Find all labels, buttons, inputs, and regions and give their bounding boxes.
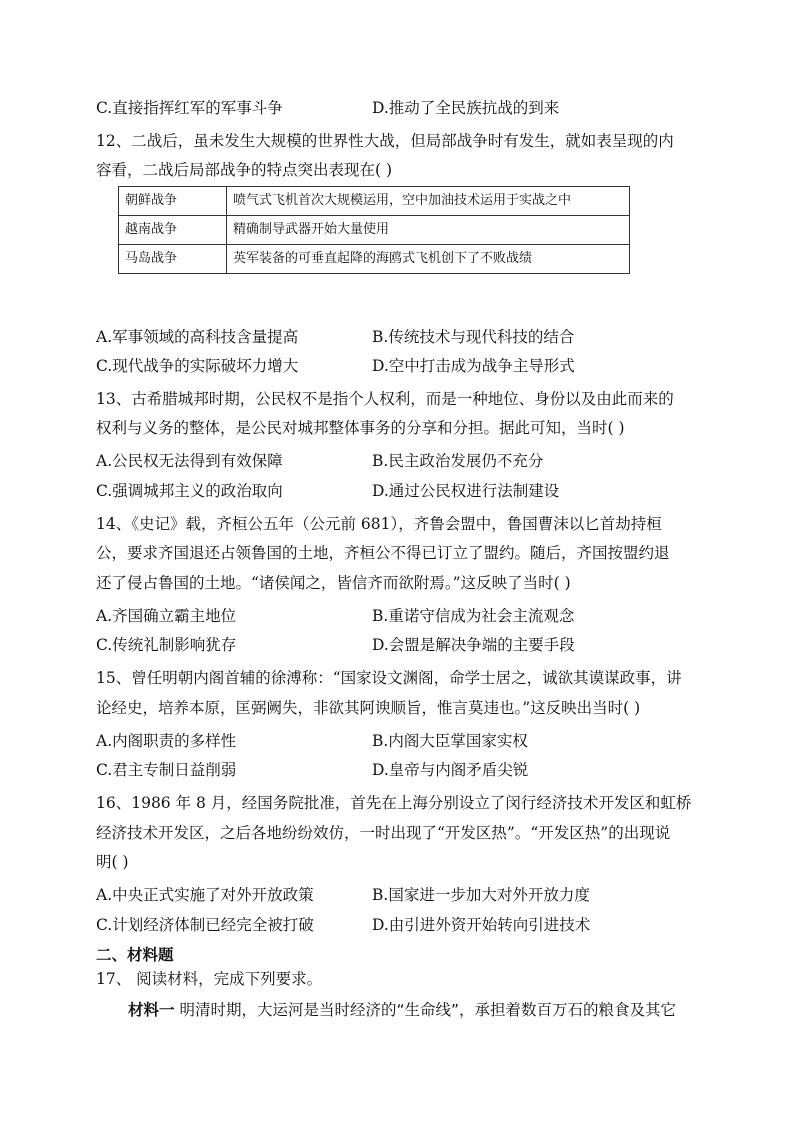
q13-option-d[interactable]: D.通过公民权进行法制建设 <box>372 482 560 500</box>
q11-option-d[interactable]: D.推动了全民族抗战的到来 <box>372 99 560 117</box>
q14-option-c[interactable]: C.传统礼制影响犹存 <box>96 636 237 654</box>
q16-option-c[interactable]: C.计划经济体制已经完全被打破 <box>96 916 314 934</box>
q14-option-b[interactable]: B.重诺守信成为社会主流观念 <box>372 607 575 625</box>
q14-option-a[interactable]: A.齐国确立霸主地位 <box>96 607 237 625</box>
q14-stem-line2: 公，要求齐国退还占领鲁国的土地，齐桓公不得已订立了盟约。随后，齐国按盟约退 <box>96 544 670 562</box>
q12-option-c[interactable]: C.现代战争的实际破坏力增大 <box>96 357 299 375</box>
q15-option-b[interactable]: B.内阁大臣掌国家实权 <box>372 732 528 750</box>
q13-stem-line1: 13、古希腊城邦时期，公民权不是指个人权利，而是一种地位、身份以及由此而来的 <box>96 390 674 408</box>
material-label: 材料一 <box>128 1001 175 1019</box>
war-name: 越南战争 <box>119 216 227 245</box>
q16-option-d[interactable]: D.由引进外资开始转向引进技术 <box>372 916 591 934</box>
section-title: 二、材料题 <box>96 945 174 964</box>
q12-option-b[interactable]: B.传统技术与现代科技的结合 <box>372 328 575 346</box>
q12-option-d[interactable]: D.空中打击成为战争主导形式 <box>372 357 575 375</box>
q16-stem-line1: 16、1986 年 8 月，经国务院批准，首先在上海分别设立了闵行经济技术开发区和虹桥 <box>96 794 692 812</box>
material-text: 明清时期，大运河是当时经济的“生命线”，承担着数百万石的粮食及其它 <box>174 1001 677 1019</box>
q13-option-c[interactable]: C.强调城邦主义的政治取向 <box>96 482 283 500</box>
q11-option-c[interactable]: C.直接指挥红军的军事斗争 <box>96 99 283 117</box>
q12-war-table <box>118 186 630 274</box>
q15-stem-line2: 论经史，培养本原，匡弼阙失，非欲其阿谀顺旨，惟言莫违也。”这反映出当时( ) <box>96 699 641 717</box>
war-name: 朝鲜战争 <box>119 187 227 216</box>
q16-option-a[interactable]: A.中央正式实施了对外开放政策 <box>96 886 314 904</box>
q13-option-b[interactable]: B.民主政治发展仍不充分 <box>372 452 544 470</box>
q12-option-a[interactable]: A.军事领域的高科技含量提高 <box>96 328 299 346</box>
material-one <box>128 1000 676 1020</box>
q15-stem-line1: 15、曾任明朝内阁首辅的徐溥称：“国家设文渊阁，命学士居之，诚欲其谟谋政事，讲 <box>96 669 682 687</box>
war-desc: 喷气式飞机首次大规模运用，空中加油技术运用于实战之中 <box>227 187 630 216</box>
q14-stem-line3: 还了侵占鲁国的土地。“诸侯闻之，皆信齐而欲附焉。”这反映了当时( ) <box>96 574 571 592</box>
table-row <box>119 187 630 216</box>
q13-stem-line2: 权利与义务的整体，是公民对城邦整体事务的分享和分担。据此可知，当时( ) <box>96 419 625 437</box>
q14-option-d[interactable]: D.会盟是解决争端的主要手段 <box>372 636 575 654</box>
war-desc: 精确制导武器开始大量使用 <box>227 216 630 245</box>
war-name: 马岛战争 <box>119 245 227 274</box>
q12-stem-line1: 12、二战后，虽未发生大规模的世界性大战，但局部战争时有发生，就如表呈现的内 <box>96 132 674 150</box>
q15-option-c[interactable]: C.君主专制日益削弱 <box>96 761 237 779</box>
table-row <box>119 245 630 274</box>
war-desc: 英军装备的可垂直起降的海鸥式飞机创下了不败战绩 <box>227 245 630 274</box>
q14-stem-line1: 14、《史记》载，齐桓公五年（公元前 681），齐鲁会盟中，鲁国曹沫以匕首劫持桓 <box>96 515 662 533</box>
q15-option-d[interactable]: D.皇帝与内阁矛盾尖锐 <box>372 761 529 779</box>
q16-stem-line2: 经济技术开发区，之后各地纷纷效仿，一时出现了“开发区热”。“开发区热”的出现说 <box>96 824 671 842</box>
q13-option-a[interactable]: A.公民权无法得到有效保障 <box>96 452 283 470</box>
table-row <box>119 216 630 245</box>
q16-option-b[interactable]: B.国家进一步加大对外开放力度 <box>372 886 590 904</box>
q15-option-a[interactable]: A.内阁职责的多样性 <box>96 732 237 750</box>
q17-stem: 17、 阅读材料，完成下列要求。 <box>96 970 323 988</box>
q16-stem-line3: 明( ) <box>96 853 129 871</box>
q12-stem-line2: 容看，二战后局部战争的特点突出表现在( ) <box>96 161 393 179</box>
